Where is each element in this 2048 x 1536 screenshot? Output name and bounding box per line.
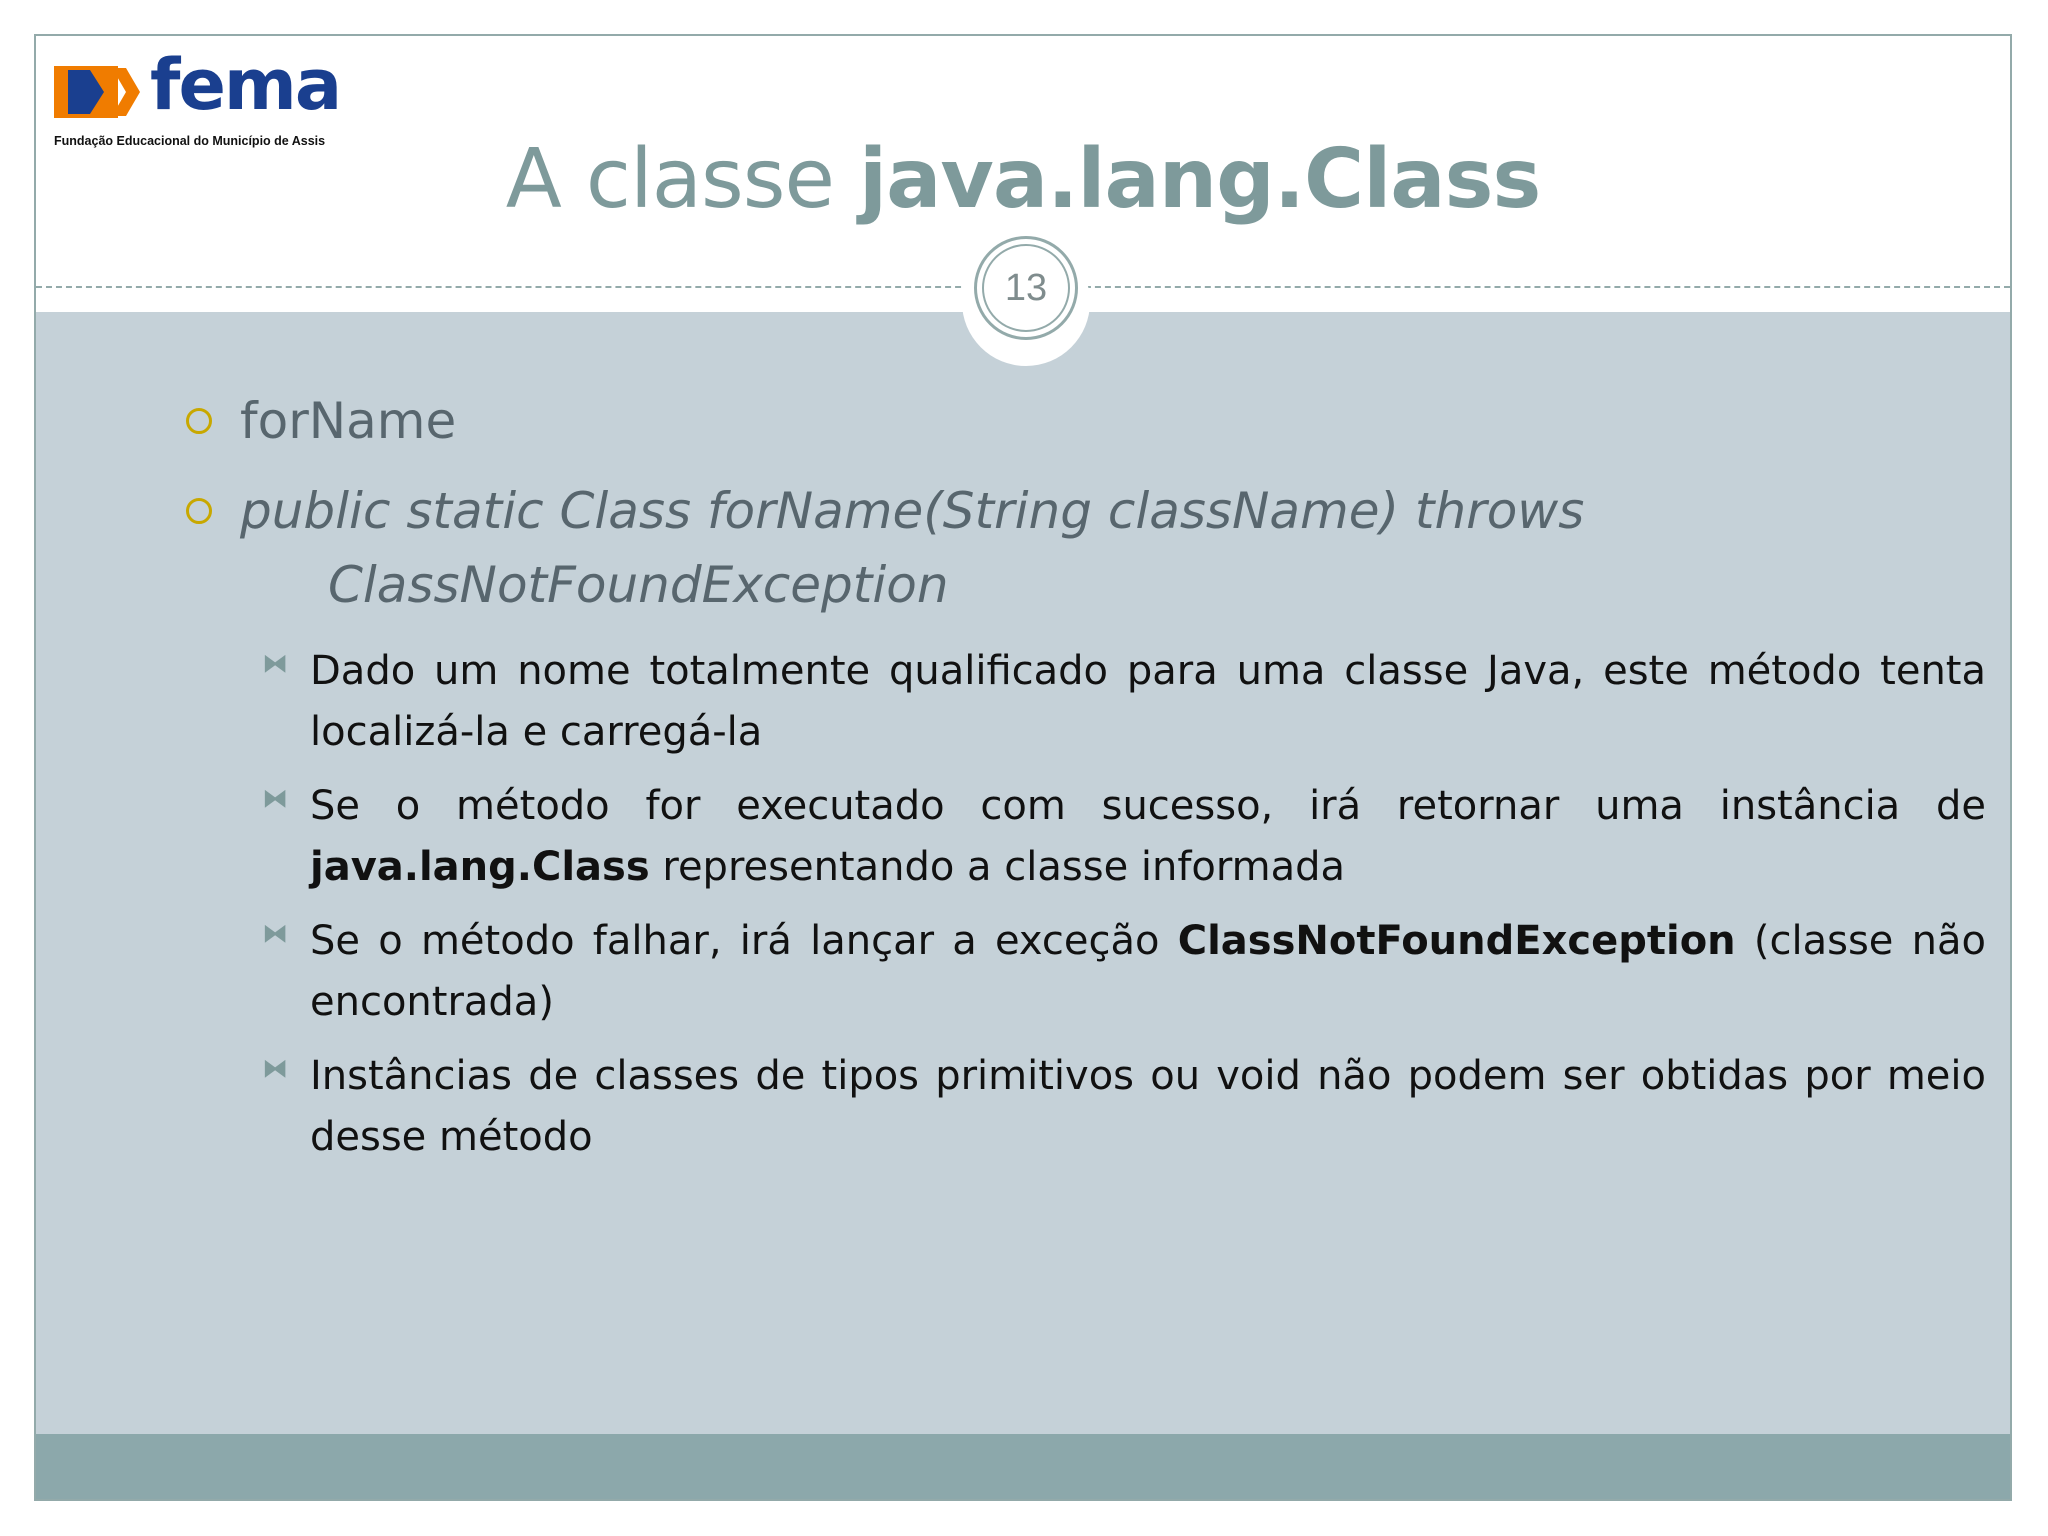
sub-bullet-text-pre: Se o método falhar, irá lançar a exceção	[310, 918, 1178, 964]
sub-bullet-text: Instâncias de classes de tipos primitivos ou void não podem ser obtidas por meio desse método	[310, 1053, 1986, 1160]
sub-bullet-text-post: representando a classe informada	[649, 844, 1346, 890]
bowtie-bullet-icon: ⧓	[262, 919, 288, 949]
bowtie-bullet-icon: ⧓	[262, 1054, 288, 1084]
sub-bullet-text: Dado um nome totalmente qualificado para uma classe Java, este método tenta localizá-la e carregá-la	[310, 648, 1986, 755]
sub-bullet-text	[310, 911, 1986, 1033]
title-emphasis: java.lang.Class	[858, 132, 1541, 227]
fema-logo	[54, 44, 374, 148]
bullet-signature-continuation: ClassNotFoundException	[328, 556, 949, 614]
bullet-forname	[186, 392, 456, 450]
slide	[34, 34, 2012, 1501]
circle-bullet-icon	[186, 408, 212, 434]
sub-bullet-4	[262, 1046, 1986, 1168]
bullet-signature	[186, 482, 1584, 540]
slide-title	[36, 132, 2010, 227]
fema-logo-mark-icon	[54, 60, 144, 124]
page-number: 13	[982, 244, 1070, 332]
logo-wordmark: fema	[150, 44, 341, 126]
title-prefix: A classe	[505, 132, 859, 227]
sub-bullet-3	[262, 911, 1986, 1033]
bowtie-bullet-icon: ⧓	[262, 649, 288, 679]
sub-bullet-text-bold: java.lang.Class	[310, 844, 650, 890]
bowtie-bullet-icon: ⧓	[262, 784, 288, 814]
sub-bullet-text-pre: Se o método for executado com sucesso, irá retornar uma instância de	[310, 783, 1986, 829]
sub-bullet-text	[310, 776, 1986, 898]
logo-subtitle: Fundação Educacional do Município de Assis	[54, 134, 326, 148]
bullet-text: public static Class forName(String className) throws	[240, 482, 1585, 540]
bullet-text: forName	[240, 392, 457, 450]
sub-bullet-text-bold: ClassNotFoundException	[1177, 918, 1736, 964]
sub-bullet-1	[262, 641, 1986, 763]
sub-bullet-text-post: (classe não encontrada)	[310, 918, 1986, 1025]
sub-bullet-2	[262, 776, 1986, 898]
footer-band	[36, 1434, 2010, 1501]
circle-bullet-icon	[186, 498, 212, 524]
